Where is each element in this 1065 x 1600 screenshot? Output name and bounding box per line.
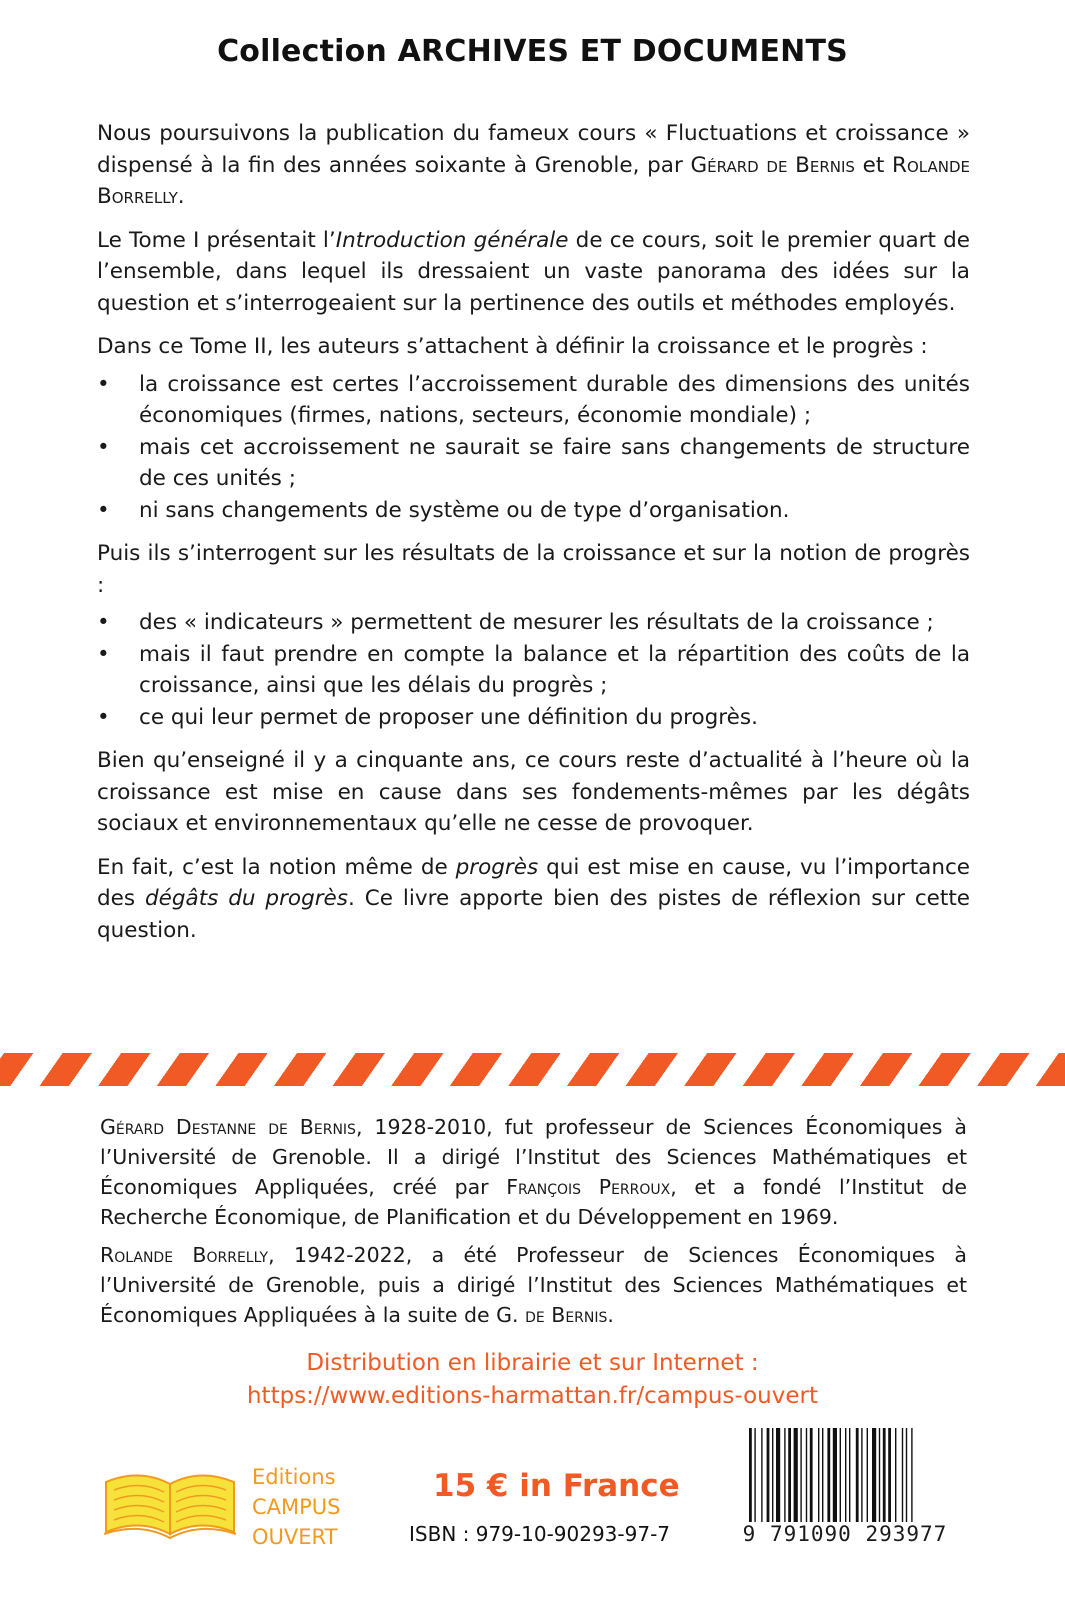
blurb-paragraph-6: En fait, c’est la notion même de progrès qui est mise en cause, vu l’importance des dégâts du progrès. Ce livre apporte bien des pistes de réflexion sur cette question.: [97, 854, 970, 943]
distribution-info: [0, 1347, 1065, 1413]
author-bio-1: Gérard Destanne de Bernis, 1928-2010, fut professeur de Sciences Économiques à l’Université de Grenoble. Il a dirigé l’Institut des Sciences Mathématiques et Économiques Appliquées, créé par François Perroux, et a fondé l’Institut de Recherche Économique, de Planification et du Développement en 1969.: [100, 1115, 967, 1229]
distribution-label: Distribution en librairie et sur Internet :: [306, 1350, 759, 1376]
author-bio-2: Rolande Borrelly, 1942-2022, a été Professeur de Sciences Économiques à l’Université de Grenoble, puis a dirigé l’Institut des Sciences Mathématiques et Économiques Appliquées à la suite de G. de Bernis.: [100, 1243, 967, 1327]
list-item: • la croissance est certes l’accroissement durable des dimensions des unités économiques (firmes, nations, secteurs, économie mondiale) ;: [97, 369, 970, 432]
back-cover-blurb: [97, 118, 970, 958]
open-book-icon: [100, 1460, 240, 1540]
blurb-paragraph-4: Puis ils s’interrogent sur les résultats de la croissance et sur la notion de progrès :: [97, 541, 970, 598]
collection-title: [0, 34, 1065, 69]
progress-list: [97, 607, 970, 733]
barcode-number: 9 791090 293977: [730, 1522, 960, 1546]
collection-name: ARCHIVES ET DOCUMENTS: [397, 34, 848, 69]
author-name-1: Gérard de Bernis: [690, 152, 855, 178]
publisher-name: Editions CAMPUS OUVERT: [252, 1465, 341, 1549]
hazard-stripe-divider: [0, 1053, 1065, 1086]
list-item: • mais cet accroissement ne saurait se faire sans changements de structure de ces unités ;: [97, 432, 970, 495]
distribution-url[interactable]: https://www.editions-harmattan.fr/campus-ouvert: [246, 1383, 818, 1409]
bio-name: Rolande Borrelly: [100, 1243, 269, 1267]
bio-name: Gérard Destanne de Bernis: [100, 1115, 356, 1139]
list-item: • des « indicateurs » permettent de mesurer les résultats de la croissance ;: [97, 607, 970, 639]
author-name-2: Rolande Borrelly: [97, 152, 970, 209]
author-bios: [100, 1112, 967, 1338]
blurb-paragraph-1: Nous poursuivons la publication du fameux cours « Fluctuations et croissance » dispensé à la fin des années soixante à Grenoble, par Gérard de Bernis et Rolande Borrelly.: [97, 121, 970, 209]
collection-label: Collection: [217, 34, 387, 69]
list-item: • mais il faut prendre en compte la balance et la répartition des coûts de la croissance, ainsi que les délais du progrès ;: [97, 639, 970, 702]
blurb-paragraph-2: Le Tome I présentait l’Introduction générale de ce cours, soit le premier quart de l’ensemble, dans lequel ils dressaient un vaste panorama des idées sur la question et s’interrogeaient sur la pertinence des outils et méthodes employés.: [97, 227, 970, 316]
isbn-label: ISBN : 979-10-90293-97-7: [409, 1522, 671, 1546]
blurb-paragraph-5: Bien qu’enseigné il y a cinquante ans, ce cours reste d’actualité à l’heure où la croissance est mise en cause dans ses fondements-mêmes par les dégâts sociaux et environnementaux qu’elle ne cesse de provoquer.: [97, 748, 970, 836]
list-item: • ce qui leur permet de proposer une définition du progrès.: [97, 702, 970, 734]
blurb-paragraph-3: Dans ce Tome II, les auteurs s’attachent à définir la croissance et le progrès :: [97, 334, 928, 359]
list-item: • ni sans changements de système ou de type d’organisation.: [97, 495, 970, 527]
growth-definition-list: [97, 369, 970, 527]
price-label: 15 € in France: [433, 1468, 680, 1504]
